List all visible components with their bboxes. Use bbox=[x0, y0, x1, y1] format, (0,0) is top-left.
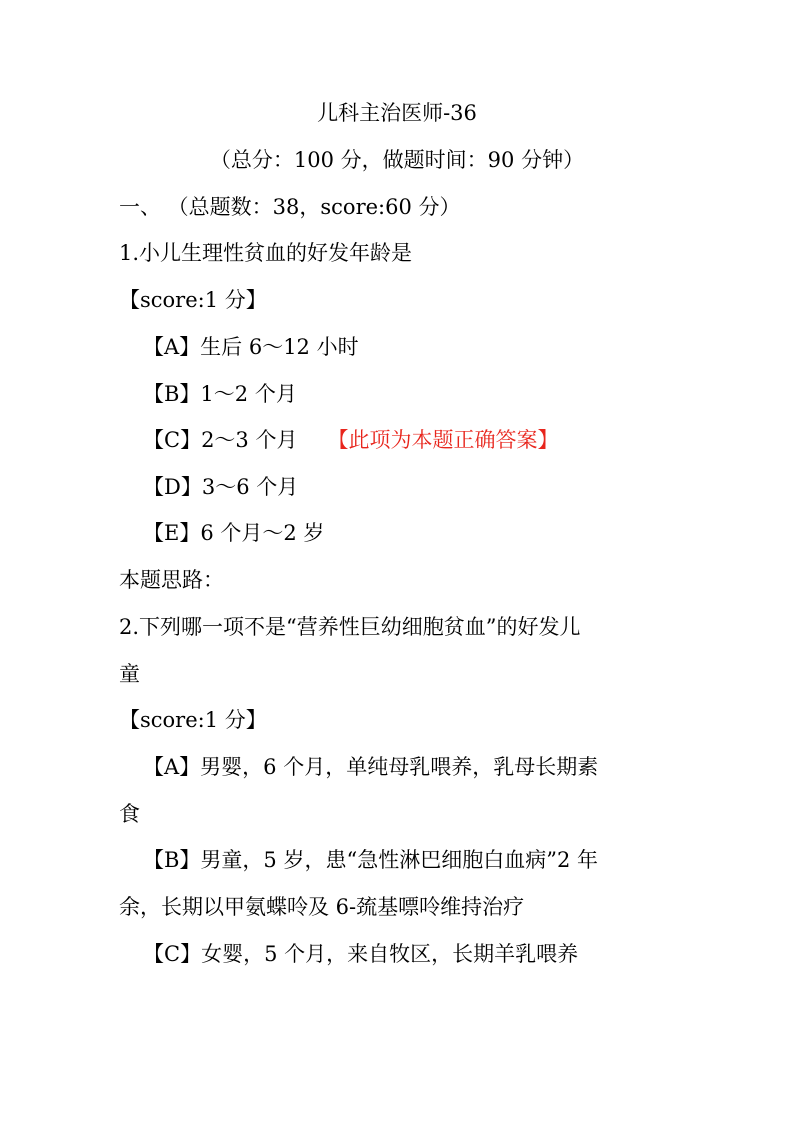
question-2-option-a-continued: 食 bbox=[119, 802, 140, 826]
question-2-option-c: 【C】女婴，5 个月，来自牧区，长期羊乳喂养 bbox=[143, 942, 579, 966]
question-1-option-b: 【B】1～2 个月 bbox=[143, 382, 297, 406]
question-2-option-a: 【A】男婴，6 个月，单纯母乳喂养，乳母长期素 bbox=[143, 755, 599, 779]
question-1-score: 【score:1 分】 bbox=[119, 288, 267, 312]
document-subtitle: （总分：100 分，做题时间：90 分钟） bbox=[209, 148, 585, 172]
question-1-option-e: 【E】6 个月～2 岁 bbox=[143, 521, 325, 545]
question-2-score: 【score:1 分】 bbox=[119, 708, 267, 732]
question-2-option-b: 【B】男童，5 岁，患“急性淋巴细胞白血病”2 年 bbox=[143, 848, 598, 872]
question-2-stem: 2.下列哪一项不是“营养性巨幼细胞贫血”的好发儿 bbox=[119, 615, 581, 639]
section-header: 一、 （总题数：38，score:60 分） bbox=[119, 195, 461, 219]
question-1-option-d: 【D】3～6 个月 bbox=[143, 475, 299, 499]
question-1-option-c: 【C】2～3 个月 bbox=[143, 428, 298, 452]
question-1-stem: 1.小儿生理性贫血的好发年龄是 bbox=[119, 241, 413, 265]
question-2-stem-continued: 童 bbox=[119, 662, 140, 686]
question-1-option-c-row bbox=[143, 430, 558, 451]
question-2-option-b-continued: 余，长期以甲氨蝶呤及 6-巯基嘌呤维持治疗 bbox=[119, 895, 525, 919]
question-1-explanation-label: 本题思路： bbox=[119, 568, 224, 592]
document-title: 儿科主治医师-36 bbox=[317, 101, 477, 125]
question-1-option-a: 【A】生后 6～12 小时 bbox=[143, 335, 359, 359]
correct-answer-marker: 【此项为本题正确答案】 bbox=[327, 428, 559, 452]
